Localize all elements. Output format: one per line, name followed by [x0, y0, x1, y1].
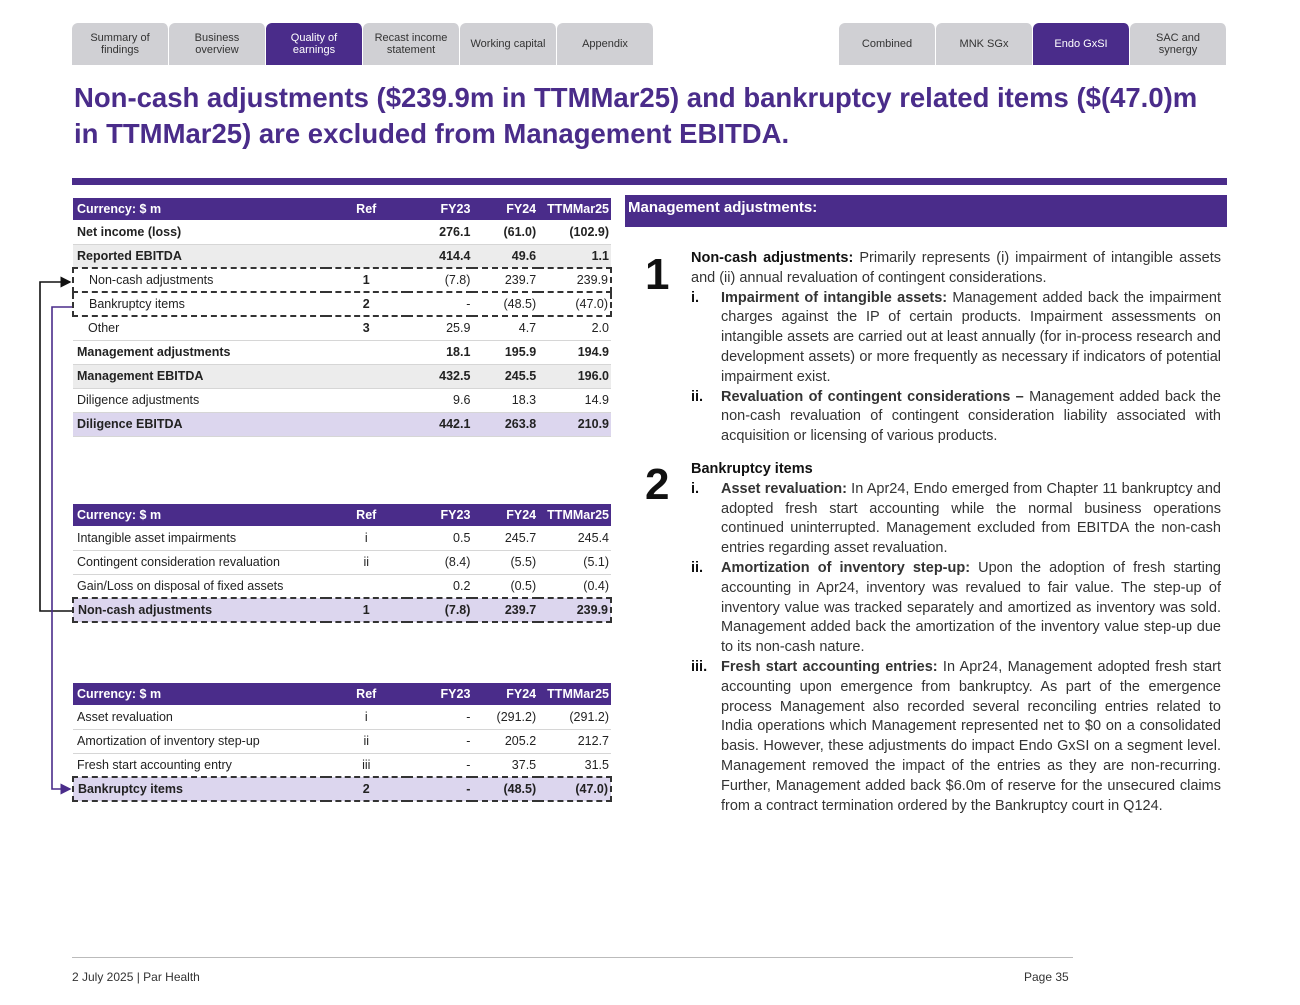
- row-label: Asset revaluation: [73, 705, 326, 729]
- row-fy23: 276.1: [407, 220, 473, 244]
- tab-business-overview[interactable]: Business overview: [169, 23, 266, 65]
- row-fy23: -: [407, 753, 473, 777]
- row-ttm: 2.0: [538, 316, 611, 340]
- table-row: [73, 220, 611, 244]
- row-label: Management adjustments: [73, 340, 326, 364]
- row-label: Fresh start accounting entry: [73, 753, 326, 777]
- note-number-2: 2: [645, 460, 670, 509]
- row-ref: 2: [326, 777, 407, 801]
- page-number: Page 35: [1024, 970, 1069, 984]
- item-heading: Asset revaluation:: [721, 480, 847, 497]
- row-ref: ii: [326, 550, 407, 574]
- note-intro-text: Primarily represents (i) impairment of intangible assets and (ii) annual revaluation of contingent considerations.: [691, 250, 1221, 286]
- row-fy23: -: [407, 705, 473, 729]
- item-text: [721, 388, 1221, 447]
- row-ref: 1: [326, 268, 407, 292]
- header-ref: Ref: [326, 198, 407, 220]
- row-fy24: 245.7: [472, 526, 538, 550]
- row-label: Non-cash adjustments: [73, 268, 326, 292]
- header-ref: Ref: [326, 683, 407, 705]
- row-fy24: 239.7: [472, 598, 538, 622]
- row-fy24: 195.9: [472, 340, 538, 364]
- item-text: [721, 658, 1221, 816]
- header-ttm: TTMMar25: [538, 504, 611, 526]
- row-fy24: (61.0): [472, 220, 538, 244]
- footer-date-company: 2 July 2025 | Par Health: [72, 970, 200, 984]
- row-fy24: 205.2: [472, 729, 538, 753]
- row-fy23: 25.9: [407, 316, 473, 340]
- list-item: [691, 480, 1221, 559]
- row-fy24: (291.2): [472, 705, 538, 729]
- row-fy23: -: [407, 292, 473, 316]
- page-title: Non-cash adjustments ($239.9m in TTMMar25) and bankruptcy related items ($(47.0)m in TTMMar25) are excluded from Management EBITDA.: [74, 82, 1198, 149]
- item-body: Management added back the impairment charges against the IP of certain products. Impairment assessments on intangible assets are carried out at least annually (for in-process research and development assets) or more frequently as necessary if indicators of potential impairment exist.: [721, 289, 1221, 385]
- bankruptcy-items-table: [72, 683, 612, 802]
- ebitda-bridge-table: [72, 198, 612, 437]
- row-fy24: 49.6: [472, 244, 538, 268]
- row-fy24: 18.3: [472, 388, 538, 412]
- row-ttm: (5.1): [538, 550, 611, 574]
- table-row: [73, 364, 611, 388]
- row-fy23: 432.5: [407, 364, 473, 388]
- row-label: Reported EBITDA: [73, 244, 326, 268]
- row-fy23: 9.6: [407, 388, 473, 412]
- header-fy23: FY23: [407, 198, 473, 220]
- row-fy23: (8.4): [407, 550, 473, 574]
- row-fy23: 414.4: [407, 244, 473, 268]
- tab-combined[interactable]: Combined: [839, 23, 936, 65]
- tab-appendix[interactable]: Appendix: [557, 23, 654, 65]
- table-row-total: [73, 777, 611, 801]
- row-ref: [326, 244, 407, 268]
- row-fy24: (48.5): [472, 292, 538, 316]
- row-ttm: (47.0): [538, 292, 611, 316]
- header-ref: Ref: [326, 504, 407, 526]
- header-currency: Currency: $ m: [73, 683, 326, 705]
- row-ttm: (291.2): [538, 705, 611, 729]
- item-heading: Amortization of inventory step-up:: [721, 559, 971, 576]
- header-ttm: TTMMar25: [538, 683, 611, 705]
- row-fy24: (5.5): [472, 550, 538, 574]
- header-fy24: FY24: [472, 198, 538, 220]
- row-label: Contingent consideration revaluation: [73, 550, 326, 574]
- title-divider: [72, 178, 1227, 185]
- row-fy23: 0.5: [407, 526, 473, 550]
- row-fy24: (48.5): [472, 777, 538, 801]
- header-fy24: FY24: [472, 683, 538, 705]
- item-numeral: ii.: [691, 559, 704, 576]
- row-ref: iii: [326, 753, 407, 777]
- row-ttm: (102.9): [538, 220, 611, 244]
- note-bankruptcy-items: [691, 460, 1221, 816]
- row-label: Diligence adjustments: [73, 388, 326, 412]
- row-fy23: -: [407, 777, 473, 801]
- row-label: Other: [73, 316, 326, 340]
- section-tabs: [72, 23, 654, 65]
- row-fy24: 239.7: [472, 268, 538, 292]
- row-fy23: (7.8): [407, 268, 473, 292]
- header-currency: Currency: $ m: [73, 198, 326, 220]
- entity-tabs: [839, 23, 1227, 65]
- table-row: [73, 340, 611, 364]
- row-ttm: 194.9: [538, 340, 611, 364]
- header-fy23: FY23: [407, 683, 473, 705]
- row-fy24: 4.7: [472, 316, 538, 340]
- note-heading: Non-cash adjustments:: [691, 250, 854, 266]
- row-ref: [326, 412, 407, 436]
- row-ref: ii: [326, 729, 407, 753]
- table-row-bankruptcy: [73, 292, 611, 316]
- list-item: [691, 658, 1221, 816]
- tab-quality-of-earnings[interactable]: Quality of earnings: [266, 23, 363, 65]
- row-ref: i: [326, 705, 407, 729]
- bankruptcy-link-arrow: [52, 307, 72, 789]
- row-ref: 3: [326, 316, 407, 340]
- table-row: [73, 316, 611, 340]
- item-numeral: i.: [691, 289, 700, 306]
- row-label: Net income (loss): [73, 220, 326, 244]
- row-ref: [326, 340, 407, 364]
- row-label: Diligence EBITDA: [73, 412, 326, 436]
- item-body: In Apr24, Endo emerged from Chapter 11 bankruptcy and adopted fresh start accounting while the normal business operations continued uninterrupted. Management excluded from EBITDA the non-cash entries regarding asset revaluation.: [721, 480, 1221, 557]
- row-label: Gain/Loss on disposal of fixed assets: [73, 574, 326, 598]
- row-fy24: 263.8: [472, 412, 538, 436]
- row-ttm: 210.9: [538, 412, 611, 436]
- row-fy23: -: [407, 729, 473, 753]
- row-label: Management EBITDA: [73, 364, 326, 388]
- row-label: Amortization of inventory step-up: [73, 729, 326, 753]
- tab-summary-of-findings[interactable]: Summary of findings: [72, 23, 169, 65]
- table-row: [73, 574, 611, 598]
- row-fy23: 442.1: [407, 412, 473, 436]
- item-text: [721, 559, 1221, 658]
- item-numeral: iii.: [691, 658, 708, 675]
- note-non-cash-adjustments: [691, 249, 1221, 447]
- row-ttm: 245.4: [538, 526, 611, 550]
- note-heading: Bankruptcy items: [691, 461, 813, 477]
- non-cash-link-arrow: [40, 282, 72, 611]
- row-ref: [326, 220, 407, 244]
- table-row: [73, 388, 611, 412]
- table-row-total: [73, 598, 611, 622]
- item-body: In Apr24, Management adopted fresh start accounting upon emergence from bankruptcy. As part of the emergence process Management also recorded several reconciling entries related to India operations which Management represented net to $0 on a consolidated basis. However, these adjustments do impact Endo GxSI on a segment level. Management removed the impact of the entries as they are non-recurring. Further, Management added back $6.0m of reserve for the unsecured claims from a contract termination ordered by the Bankruptcy court in Q124.: [721, 658, 1222, 814]
- footer-divider: [72, 957, 1073, 958]
- table-row: [73, 526, 611, 550]
- row-fy24: 245.5: [472, 364, 538, 388]
- table-row: [73, 753, 611, 777]
- tab-endo-gxsi[interactable]: Endo GxSI: [1033, 23, 1130, 65]
- row-ttm: 196.0: [538, 364, 611, 388]
- row-ttm: 239.9: [538, 268, 611, 292]
- item-heading: Fresh start accounting entries:: [721, 658, 938, 675]
- row-ttm: 1.1: [538, 244, 611, 268]
- row-ref: [326, 388, 407, 412]
- item-heading: Impairment of intangible assets:: [721, 289, 948, 306]
- note-intro: [691, 249, 1221, 289]
- table-header-row: [73, 683, 611, 705]
- row-ttm: 212.7: [538, 729, 611, 753]
- row-label: Intangible asset impairments: [73, 526, 326, 550]
- header-currency: Currency: $ m: [73, 504, 326, 526]
- header-fy24: FY24: [472, 504, 538, 526]
- table-header-row: [73, 504, 611, 526]
- row-ref: 2: [326, 292, 407, 316]
- list-item: [691, 388, 1221, 447]
- row-ref: [326, 574, 407, 598]
- row-ref: [326, 364, 407, 388]
- table-row-non-cash: [73, 268, 611, 292]
- row-fy23: 18.1: [407, 340, 473, 364]
- row-ttm: 14.9: [538, 388, 611, 412]
- tab-working-capital[interactable]: Working capital: [460, 23, 557, 65]
- list-item: [691, 289, 1221, 388]
- row-ttm: 31.5: [538, 753, 611, 777]
- table-row: [73, 729, 611, 753]
- row-ref: 1: [326, 598, 407, 622]
- list-item: [691, 559, 1221, 658]
- row-ttm: (0.4): [538, 574, 611, 598]
- item-text: [721, 480, 1221, 559]
- table-row: [73, 550, 611, 574]
- row-ref: i: [326, 526, 407, 550]
- row-fy24: 37.5: [472, 753, 538, 777]
- management-adjustments-header: Management adjustments:: [625, 195, 1227, 227]
- row-label: Non-cash adjustments: [73, 598, 326, 622]
- table-row: [73, 705, 611, 729]
- header-ttm: TTMMar25: [538, 198, 611, 220]
- item-numeral: i.: [691, 480, 700, 497]
- row-label: Bankruptcy items: [73, 777, 326, 801]
- row-label: Bankruptcy items: [73, 292, 326, 316]
- tab-sac-and-synergy[interactable]: SAC and synergy: [1130, 23, 1227, 65]
- row-fy23: 0.2: [407, 574, 473, 598]
- header-fy23: FY23: [407, 504, 473, 526]
- item-heading: Revaluation of contingent considerations –: [721, 388, 1024, 405]
- table-row: [73, 412, 611, 436]
- row-ttm: (47.0): [538, 777, 611, 801]
- item-body: Upon the adoption of fresh starting accounting in Apr24, inventory was revalued to fair value. The step-up of inventory value was tracked separately and amortized as inventory was sold. Management added back the amortization of the inventory value step-up due to its non-cash nature.: [721, 559, 1221, 656]
- non-cash-adjustments-table: [72, 504, 612, 623]
- tab-mnk-sgx[interactable]: MNK SGx: [936, 23, 1033, 65]
- row-fy23: (7.8): [407, 598, 473, 622]
- item-body: Management added back the non-cash revaluation of contingent consideration liability associated with acquisition or licensing of various products.: [721, 388, 1221, 445]
- note-number-1: 1: [645, 250, 670, 299]
- item-text: [721, 289, 1221, 388]
- row-fy24: (0.5): [472, 574, 538, 598]
- item-numeral: ii.: [691, 388, 704, 405]
- table-row: [73, 244, 611, 268]
- table-header-row: [73, 198, 611, 220]
- row-ttm: 239.9: [538, 598, 611, 622]
- tab-recast-income-statement[interactable]: Recast income statement: [363, 23, 460, 65]
